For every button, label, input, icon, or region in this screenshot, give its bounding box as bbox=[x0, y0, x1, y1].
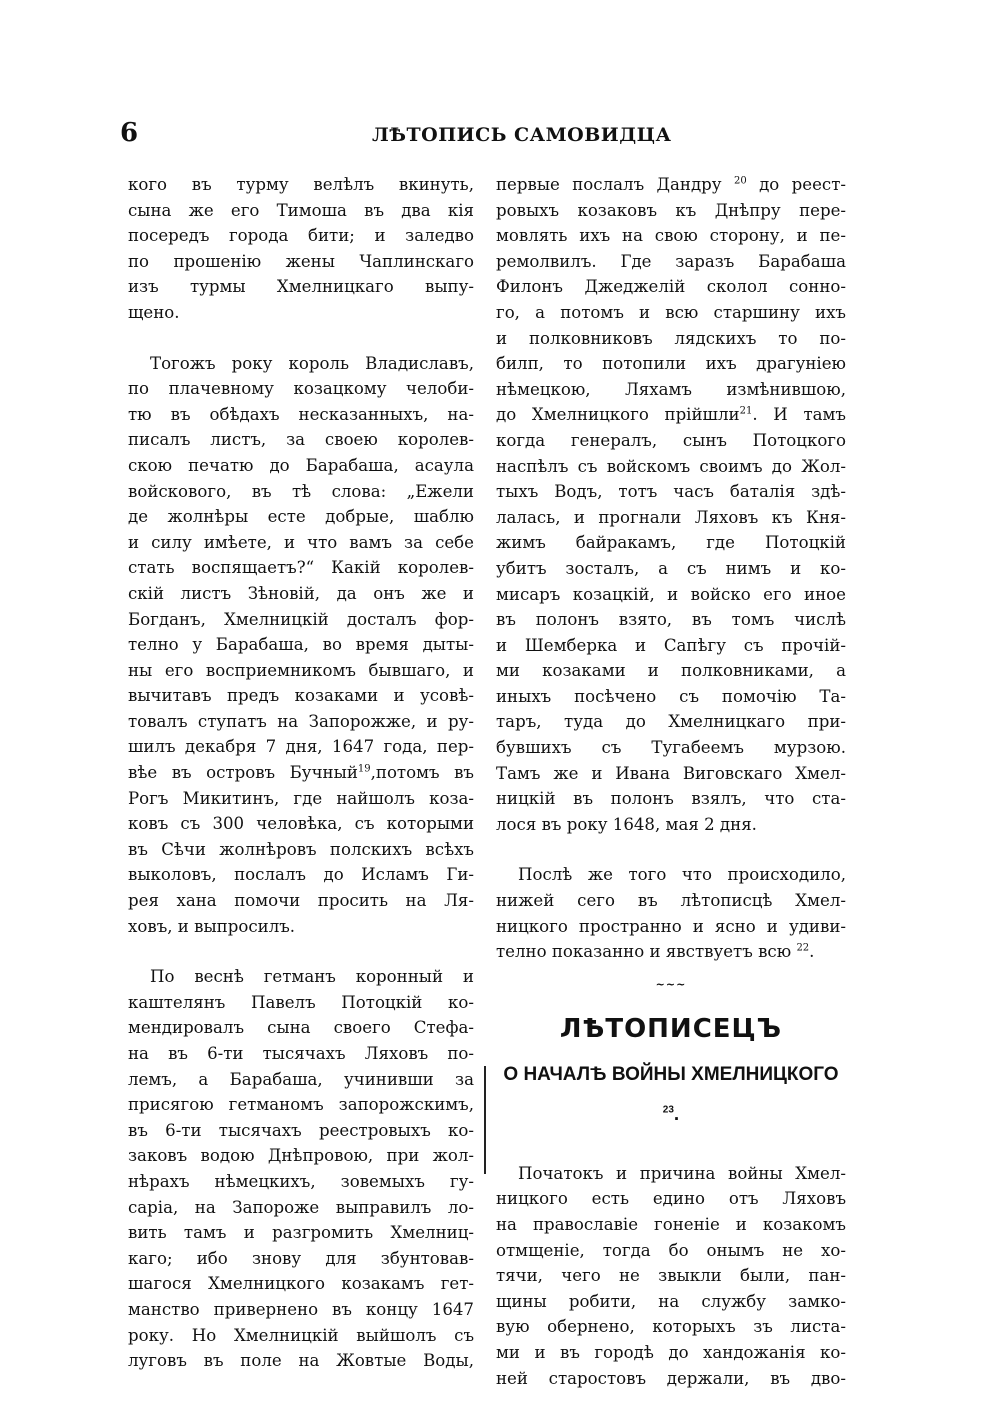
text-line: лемъ, а Барабаша, учинивши за bbox=[128, 1069, 474, 1089]
right-paragraph-3 bbox=[496, 1161, 846, 1391]
text-line: мендировалъ сына своего Стефа- bbox=[128, 1018, 474, 1038]
text-line: тыхъ Водъ, тотъ часъ баталія здѣ- bbox=[496, 482, 846, 502]
text-line: року. Но Хмелницкій выйшолъ съ bbox=[128, 1325, 474, 1345]
footnote-mark: 20 bbox=[733, 175, 747, 187]
text-line: ницкого пространно и ясно и удиви- bbox=[496, 916, 846, 936]
text-line: телно показанно и явствуетъ всю $^{22}$. bbox=[496, 942, 815, 962]
text-line: Филонъ Джеджелій сколол сонно- bbox=[496, 277, 846, 297]
text-line: щины робити, на службу замко- bbox=[496, 1291, 846, 1311]
text-line: заковъ водою Днѣпровою, при жол- bbox=[128, 1146, 474, 1166]
text-line bbox=[496, 172, 846, 198]
text-line: нѣмецкою, Ляхамъ измѣнившою, bbox=[496, 379, 846, 399]
text-line: писалъ листъ, за своею королев- bbox=[128, 430, 474, 450]
text-line: въ Сѣчи жолнѣровъ полскихъ всѣхъ bbox=[128, 839, 474, 859]
text-line: лося въ року 1648, мая 2 дня. bbox=[496, 814, 757, 834]
text-line: билп, то потопили ихъ драгуніею bbox=[496, 354, 846, 374]
text-line: шагося Хмелницкого козакамъ гет- bbox=[128, 1274, 474, 1294]
ornamental-divider: ~~~ bbox=[655, 977, 687, 991]
footnote-mark: 23 bbox=[662, 1104, 674, 1116]
text-line: тю въ обѣдахъ несказанныхъ, на- bbox=[128, 404, 474, 424]
text-line: скій листъ Зѣновій, да онъ же и bbox=[128, 583, 474, 603]
text-fragment: вѣе въ островъ Бучный bbox=[128, 763, 358, 783]
right-column bbox=[496, 172, 846, 1391]
text-line: лалась, и прогнали Ляховъ къ Кня- bbox=[496, 507, 846, 527]
text-line: ны его восприемникомъ бывшаго, и bbox=[128, 660, 474, 680]
text-line: по прошенію жены Чаплинскаго bbox=[128, 251, 474, 271]
text-line: по плачевному козацкому челоби- bbox=[128, 379, 474, 399]
text-line: Рогъ Микитинъ, где найшолъ коза- bbox=[128, 788, 474, 808]
text-line: на въ 6-ти тысячахъ Ляховъ по- bbox=[128, 1044, 474, 1063]
right-paragraph-2 bbox=[496, 862, 846, 964]
right-paragraph-1 bbox=[496, 172, 846, 837]
text-fragment: ,потомъ въ bbox=[370, 763, 474, 783]
text-line: скою печатю до Барабаша, асаула bbox=[128, 455, 474, 475]
text-line: изъ турмы Хмелницкаго выпу- bbox=[128, 277, 474, 297]
text-line: ми и въ городѣ до хандожанія ко- bbox=[496, 1342, 846, 1362]
text-line: Богданъ, Хмелницкій досталъ фор- bbox=[128, 609, 474, 629]
text-line: тячи, чего не звыкли были, пан- bbox=[496, 1266, 846, 1286]
footnote-mark: 22 bbox=[796, 942, 810, 954]
text-line: товалъ ступатъ на Запорожже, и ру- bbox=[128, 711, 474, 731]
text-line: убитъ зосталъ, а съ нимъ и ко- bbox=[496, 558, 846, 578]
paragraph-gap bbox=[128, 326, 474, 351]
text-fragment: . И тамъ bbox=[752, 405, 846, 425]
text-line: нѣрахъ нѣмецкихъ, зовемыхъ гу- bbox=[128, 1171, 474, 1191]
page-number: 6 bbox=[120, 118, 139, 148]
text-line: отмщеніе, тогда бо онымъ не хо- bbox=[496, 1240, 846, 1260]
text-fragment: телно показанно и явствуетъ всю bbox=[496, 942, 792, 962]
text-line: шилъ декабря 7 дня, 1647 года, пер- bbox=[128, 737, 474, 757]
text-line: нижей сего въ лѣтописцѣ Хмел- bbox=[496, 891, 846, 911]
text-line: Початокъ и причина войны Хмел- bbox=[518, 1163, 846, 1183]
text-line: когда генералъ, сынъ Потоцкого bbox=[496, 430, 846, 450]
text-line: манство привернено въ концу 1647 bbox=[128, 1299, 474, 1319]
text-line: Тогожъ року король Владиславъ, bbox=[150, 353, 474, 373]
paragraph-gap bbox=[128, 939, 474, 964]
text-line: По веснѣ гетманъ коронный и bbox=[150, 967, 474, 987]
text-line: сына же его Тимоша въ два кія bbox=[128, 200, 474, 220]
text-line: иныхъ посѣчено съ помочію Та- bbox=[496, 686, 846, 706]
text-line: ремолвилъ. Где заразъ Барабаша bbox=[496, 251, 846, 271]
text-line: щено. bbox=[128, 302, 180, 322]
section-gap bbox=[496, 1135, 846, 1161]
text-line: бувшихъ съ Тугабеемъ мурзою. bbox=[496, 738, 846, 758]
text-line: жимъ байракамъ, где Потоцкій bbox=[496, 533, 846, 553]
text-line: вычитавъ предъ козаками и усовѣ- bbox=[128, 686, 474, 706]
text-line: ровыхъ козаковъ къ Днѣпру пере- bbox=[496, 200, 846, 220]
text-line bbox=[128, 760, 474, 786]
text-line: вую обернено, которыхъ зъ листа- bbox=[496, 1317, 846, 1337]
text-line: ней старостовъ держали, въ дво- bbox=[496, 1368, 846, 1388]
text-line: телно у Барабаша, во время дыты- bbox=[128, 635, 474, 655]
running-head: ЛѢТОПИСЬ САМОВИДЦА bbox=[372, 124, 672, 146]
text-line: на православіе гоненіе и козакомъ bbox=[496, 1215, 846, 1234]
text-line: войскового, въ тѣ слова: „Ежели bbox=[128, 481, 474, 501]
text-line bbox=[496, 402, 846, 428]
text-line: наспѣлъ съ войскомъ своимъ до Жол- bbox=[496, 456, 846, 476]
left-paragraph-2 bbox=[128, 351, 474, 940]
text-line: ми козаками и полковниками, а bbox=[496, 661, 846, 681]
footnote-mark: 21 bbox=[739, 405, 753, 417]
margin-rule bbox=[484, 1066, 486, 1174]
text-fragment: до реест- bbox=[759, 175, 846, 194]
text-line: и силу имѣете, и что вамъ за себе bbox=[128, 532, 474, 552]
text-line: Тамъ же и Ивана Виговскаго Хмел- bbox=[496, 763, 846, 783]
left-paragraph-3 bbox=[128, 964, 474, 1374]
section-subtitle: О НАЧАЛѢ ВОЙНЫ ХМЕЛНИЦКОГО $^{23}$. bbox=[503, 1063, 839, 1125]
text-line: го, а потомъ и всю старшину ихъ bbox=[496, 302, 846, 322]
text-fragment: первые послалъ Дандру bbox=[496, 175, 722, 194]
left-paragraph-1 bbox=[128, 172, 474, 326]
text-line: присягою гетманомъ запорожскимъ, bbox=[128, 1095, 474, 1115]
text-line: Послѣ же того что происходило, bbox=[518, 865, 846, 885]
text-line: стать воспящаетъ?“ Какій королев- bbox=[128, 558, 474, 578]
text-line: саріа, на Запороже выправилъ ло- bbox=[128, 1197, 474, 1217]
text-line: и полковниковъ лядскихъ то по- bbox=[496, 328, 846, 348]
text-line: рея хана помочи просить на Ля- bbox=[128, 891, 474, 911]
text-fragment: до Хмелницкого прійшли bbox=[496, 405, 740, 425]
text-line: посередъ города бити; и заледво bbox=[128, 226, 474, 246]
paragraph-gap bbox=[496, 837, 846, 862]
footnote-mark: 19 bbox=[357, 763, 371, 775]
text-line: таръ, туда до Хмелницкаго при- bbox=[496, 712, 846, 732]
text-line: вить тамъ и разгромить Хмелниц- bbox=[128, 1223, 474, 1243]
left-column bbox=[128, 172, 474, 1374]
text-line: каго; ибо знову для збунтовав- bbox=[128, 1248, 474, 1268]
text-line: мисаръ козацкій, и войско его иное bbox=[496, 584, 846, 604]
text-line: каштелянъ Павелъ Потоцкій ко- bbox=[128, 992, 474, 1012]
text-line: въ полонъ взято, въ томъ числѣ bbox=[496, 610, 846, 630]
subtitle-text: О НАЧАЛѢ ВОЙНЫ ХМЕЛНИЦКОГО bbox=[503, 1063, 839, 1085]
text-line: и Шемберка и Сапѣгу съ прочій- bbox=[496, 635, 846, 655]
text-line: ковъ съ 300 человѣка, съ которыми bbox=[128, 814, 474, 834]
text-line: ницкій въ полонъ взялъ, что ста- bbox=[496, 789, 846, 809]
text-line: ховъ, и выпросилъ. bbox=[128, 916, 296, 936]
section-title: ЛѢТОПИСЕЦЪ bbox=[559, 1013, 783, 1044]
text-line: луговъ въ поле на Жовтые Воды, bbox=[128, 1351, 474, 1371]
text-line: мовлять ихъ на свою сторону, и пе- bbox=[496, 226, 846, 246]
text-line: де жолнѣры есте добрые, шаблю bbox=[128, 507, 474, 527]
text-line: выколовъ, послалъ до Исламъ Ги- bbox=[128, 865, 474, 885]
text-line: ницкого есть едино отъ Ляховъ bbox=[496, 1189, 846, 1209]
text-line: кого въ турму велѣлъ вкинуть, bbox=[128, 175, 474, 194]
text-line: въ 6-ти тысячахъ реестровыхъ ко- bbox=[128, 1120, 474, 1140]
